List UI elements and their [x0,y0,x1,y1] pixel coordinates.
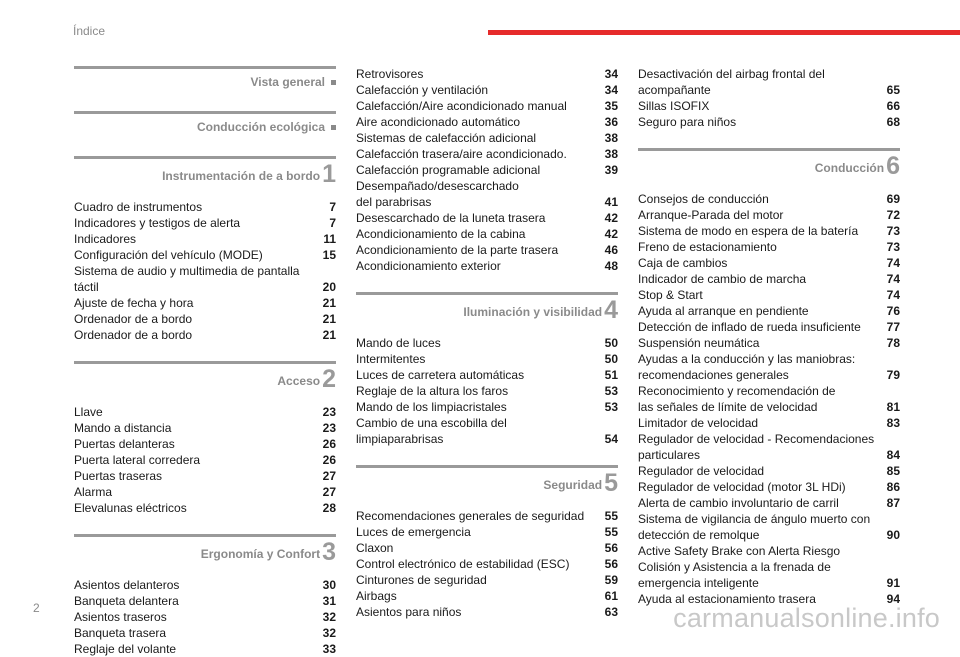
section-title-text: Instrumentación de a bordo [162,169,321,183]
toc-entry[interactable] [638,495,900,511]
toc-entry[interactable] [74,420,336,436]
toc-entry-page: 61 [604,589,618,603]
toc-entry-label: Ajuste de fecha y hora [74,296,194,310]
section-title[interactable] [543,471,618,496]
toc-entry-page: 30 [322,578,336,592]
toc-entry[interactable] [356,524,618,540]
toc-entry-label: Freno de estacionamiento [638,240,777,254]
toc-entry-label: Stop & Start [638,288,703,302]
toc-column-1 [74,66,336,657]
toc-entry-page: 38 [604,131,618,145]
toc-entry-page: 66 [886,99,900,113]
toc-entry[interactable] [74,263,336,295]
toc-entry-label: Regulador de velocidad [638,464,765,478]
toc-entry-page: 23 [322,405,336,419]
toc-entry[interactable] [638,431,900,463]
toc-entry-page: 55 [604,525,618,539]
toc-entry[interactable] [356,242,618,258]
toc-section [74,361,336,516]
toc-entry-label: Puerta lateral corredera [74,453,201,467]
toc-entry-label: Consejos de conducción [638,192,769,206]
toc-entry-page: 39 [604,163,618,177]
toc-entry-page: 59 [604,573,618,587]
section-title[interactable] [277,367,336,392]
toc-entry-label: Sistema de modo en espera de la batería [638,224,859,238]
toc-entry-page: 76 [886,304,900,318]
toc-entry[interactable] [638,207,900,223]
toc-entry[interactable] [74,295,336,311]
toc-entry-page: 20 [322,280,336,294]
toc-entry-label: Recomendaciones generales de seguridad [356,509,585,523]
toc-entry-label: Intermitentes [356,352,426,366]
section-header [74,361,336,404]
toc-entry[interactable] [356,351,618,367]
toc-entry-page: 42 [604,211,618,225]
section-title[interactable] [251,75,336,89]
toc-entry-page: 90 [886,528,900,542]
toc-entry-page: 85 [886,464,900,478]
toc-entry-label: Sistemas de calefacción adicional [356,131,537,145]
section-header [74,111,336,148]
toc-entry[interactable] [638,463,900,479]
toc-section [356,292,618,447]
toc-entry[interactable] [638,335,900,351]
toc-entry-page: 69 [886,192,900,206]
toc-entry-page: 73 [886,240,900,254]
toc-entry[interactable] [74,577,336,593]
toc-entry[interactable] [356,399,618,415]
toc-entry[interactable] [638,479,900,495]
watermark: carmanualsonline.info [673,603,940,633]
toc-entry-label: Retrovisores [356,67,424,81]
section-title-text: Iluminación y visibilidad [463,305,603,319]
toc-entry[interactable] [638,255,900,271]
toc-entry[interactable] [638,351,900,383]
toc-entry[interactable] [74,641,336,657]
toc-entry-page: 53 [604,400,618,414]
toc-entry[interactable] [74,436,336,452]
toc-entry-page: 74 [886,256,900,270]
toc-entry-label: Reglaje del volante [74,642,177,656]
section-title[interactable] [162,162,336,187]
toc-entry-label: Calefacción programable adicional [356,163,541,177]
toc-entry[interactable] [638,223,900,239]
toc-section [74,66,336,103]
toc-entry-page: 55 [604,509,618,523]
toc-entry-label: Sillas ISOFIX [638,99,710,113]
toc-entry-label: Cambio de una escobilla del limpiaparabrisas [356,416,507,446]
toc-entry[interactable] [356,146,618,162]
toc-entry-page: 94 [886,592,900,606]
toc-entry-label: Desactivación del airbag frontal del acompañante [638,67,825,97]
toc-entry[interactable] [74,484,336,500]
toc-entry-page: 21 [322,328,336,342]
toc-entry[interactable] [356,226,618,242]
toc-entry[interactable] [638,98,900,114]
toc-entry-page: 23 [322,421,336,435]
toc-entry[interactable] [74,247,336,263]
toc-entry-label: Llave [74,405,103,419]
toc-section [356,465,618,620]
toc-entry[interactable] [356,604,618,620]
toc-entry[interactable] [74,327,336,343]
toc-entry[interactable] [638,191,900,207]
toc-entry[interactable] [74,468,336,484]
toc-entry-label: Indicadores y testigos de alerta [74,216,241,230]
toc-entry-label: Banqueta trasera [74,626,167,640]
toc-entry-page: 31 [322,594,336,608]
toc-entry-label: Suspensión neumática [638,336,760,350]
toc-entry-page: 27 [322,485,336,499]
toc-entry[interactable] [356,162,618,178]
toc-entry-label: Sistema de audio y multimedia de pantalla táctil [74,264,300,294]
toc-entry[interactable] [74,311,336,327]
toc-entry-page: 26 [322,437,336,451]
toc-entry[interactable] [356,367,618,383]
header-accent-bar [488,30,960,35]
section-spacer [356,447,618,465]
toc-entry-label: Regulador de velocidad (motor 3L HDi) [638,480,846,494]
toc-entry-label: Reglaje de la altura los faros [356,384,509,398]
header-title: Índice [73,24,106,38]
toc-entry-page: 77 [886,320,900,334]
toc-entry[interactable] [356,82,618,98]
section-spacer [356,274,618,292]
toc-entry-page: 46 [604,243,618,257]
section-number: 4 [604,296,618,324]
toc-entry-page: 38 [604,147,618,161]
toc-entry-label: Asientos traseros [74,610,167,624]
toc-entry-label: Arranque-Parada del motor [638,208,784,222]
toc-entry-page: 7 [329,216,336,230]
toc-entry[interactable] [638,114,900,130]
toc-entry-page: 51 [604,368,618,382]
toc-entry-page: 56 [604,557,618,571]
section-title-text: Vista general [250,75,325,89]
toc-entry-label: Sistema de vigilancia de ángulo muerto con detección de remolque [638,512,871,542]
toc-entry-label: Ordenador de a bordo [74,312,193,326]
toc-entry[interactable] [638,543,900,591]
toc-entry-label: Seguro para niños [638,115,737,129]
toc-entry-page: 74 [886,288,900,302]
toc-entry-label: Banqueta delantera [74,594,179,608]
toc-entry-label: Aire acondicionado automático [356,115,521,129]
toc-entry-label: Ordenador de a bordo [74,328,193,342]
toc-entry[interactable] [356,415,618,447]
toc-entry[interactable] [356,210,618,226]
toc-section [74,534,336,657]
toc-entry-page: 15 [322,248,336,262]
toc-entry-page: 91 [886,576,900,590]
toc-entry[interactable] [74,452,336,468]
toc-entry-label: Mando de luces [356,336,441,350]
toc-entry-page: 11 [323,232,336,246]
toc-entry-page: 33 [322,642,336,656]
toc-entry[interactable] [356,258,618,274]
section-title[interactable] [815,154,900,179]
toc-column-3 [638,66,900,607]
section-number: 2 [322,365,336,393]
toc-entry-label: Elevalunas eléctricos [74,501,187,515]
toc-entry-page: 53 [604,384,618,398]
section-header [356,292,618,335]
section-header [74,156,336,199]
section-title-text: Ergonomía y Confort [200,547,321,561]
toc-entry[interactable] [638,319,900,335]
section-number: 1 [322,160,336,188]
section-title[interactable] [201,540,336,565]
toc-entry-page: 41 [604,195,618,209]
toc-entry-page: 63 [604,605,618,619]
toc-entry-label: Ayudas a la conducción y las maniobras: recomendaciones generales [638,352,856,382]
section-title[interactable] [197,120,336,134]
toc-entry[interactable] [74,404,336,420]
toc-entry[interactable] [638,415,900,431]
toc-entry-page: 32 [322,626,336,640]
section-title-text: Acceso [277,374,321,388]
toc-entry-label: Claxon [356,541,394,555]
toc-entry-page: 81 [886,400,900,414]
section-spacer [74,103,336,111]
toc-entry-page: 34 [604,67,618,81]
toc-entry-page: 32 [322,610,336,624]
toc-entry-label: Reconocimiento y recomendación de las señales de límite de velocidad [638,384,836,414]
toc-entry-label: Puertas traseras [74,469,163,483]
toc-entry-page: 21 [322,296,336,310]
toc-entry-page: 7 [329,200,336,214]
toc-entry[interactable] [356,114,618,130]
toc-entry-label: Configuración del vehículo (MODE) [74,248,263,262]
toc-entry-page: 54 [604,432,618,446]
toc-entry-label: Mando de los limpiacristales [356,400,507,414]
toc-entry-label: Calefacción/Aire acondicionado manual [356,99,567,113]
toc-entry[interactable] [356,178,618,210]
toc-entry-page: 48 [604,259,618,273]
toc-entry[interactable] [356,508,618,524]
toc-entry-label: Caja de cambios [638,256,728,270]
section-header [74,534,336,577]
toc-entry[interactable] [74,231,336,247]
page-number: 2 [33,601,40,615]
toc-entry-label: Cuadro de instrumentos [74,200,203,214]
toc-entry-label: Calefacción y ventilación [356,83,489,97]
toc-entry[interactable] [638,511,900,543]
section-header [74,66,336,103]
toc-entry-page: 68 [886,115,900,129]
toc-entry-label: Ayuda al arranque en pendiente [638,304,809,318]
toc-entry-label: Desempañado/desescarchado del parabrisas [356,179,519,209]
toc-entry-page: 74 [886,272,900,286]
toc-entry[interactable] [356,556,618,572]
toc-section [638,66,900,130]
toc-entry[interactable] [74,500,336,516]
toc-entry-label: Regulador de velocidad - Recomendaciones particulares [638,432,875,462]
section-title-text: Conducción ecológica [196,120,325,134]
toc-entry-label: Luces de emergencia [356,525,471,539]
toc-entry-page: 72 [886,208,900,222]
toc-entry-page: 87 [886,496,900,510]
toc-entry-page: 21 [322,312,336,326]
toc-entry-label: Airbags [356,589,397,603]
toc-section [638,148,900,607]
toc-entry[interactable] [74,215,336,231]
toc-entry[interactable] [638,66,900,98]
toc-entry-label: Asientos delanteros [74,578,180,592]
toc-entry-label: Acondicionamiento exterior [356,259,501,273]
section-spacer [74,516,336,534]
toc-entry-page: 34 [604,83,618,97]
toc-entry[interactable] [356,98,618,114]
section-title[interactable] [463,298,618,323]
section-header [356,465,618,508]
toc-entry-page: 36 [604,115,618,129]
toc-entry[interactable] [638,383,900,415]
toc-section [356,66,618,274]
toc-entry-page: 26 [322,453,336,467]
toc-entry-label: Indicador de cambio de marcha [638,272,807,286]
toc-entry-label: Alerta de cambio involuntario de carril [638,496,839,510]
toc-entry-label: Asientos para niños [356,605,462,619]
toc-section [74,156,336,343]
toc-entry-page: 27 [322,469,336,483]
section-header [638,148,900,191]
toc-entry-page: 56 [604,541,618,555]
toc-entry-page: 73 [886,224,900,238]
toc-entry-page: 50 [604,336,618,350]
toc-entry-label: Limitador de velocidad [638,416,759,430]
toc-entry[interactable] [356,540,618,556]
toc-entry[interactable] [638,271,900,287]
toc-entry[interactable] [356,588,618,604]
toc-entry-label: Desescarchado de la luneta trasera [356,211,546,225]
toc-entry-label: Cinturones de seguridad [356,573,487,587]
toc-entry-label: Active Safety Brake con Alerta Riesgo Colisión y Asistencia a la frenada de emergencia inteligente [638,544,841,590]
toc-entry-label: Puertas delanteras [74,437,175,451]
toc-entry[interactable] [356,130,618,146]
toc-entry-label: Luces de carretera automáticas [356,368,525,382]
toc-entry[interactable] [74,609,336,625]
section-title-text: Seguridad [543,478,603,492]
section-title-text: Conducción [814,161,885,175]
toc-entry[interactable] [356,66,618,82]
section-number: 6 [886,152,900,180]
toc-entry[interactable] [74,593,336,609]
toc-entry-label: Acondicionamiento de la parte trasera [356,243,559,257]
toc-entry-page: 42 [604,227,618,241]
toc-entry[interactable] [356,572,618,588]
toc-entry[interactable] [356,383,618,399]
toc-entry-page: 50 [604,352,618,366]
toc-entry-label: Detección de inflado de rueda insuficiente [638,320,861,334]
toc-entry-label: Ayuda al estacionamiento trasera [638,592,816,606]
toc-entry-page: 28 [322,501,336,515]
toc-entry-page: 78 [886,336,900,350]
toc-entry-label: Calefacción trasera/aire acondicionado. [356,147,567,161]
toc-entry-page: 65 [886,83,900,97]
section-number: 5 [604,469,618,497]
square-marker-icon [331,125,336,130]
section-number: 3 [322,538,336,566]
toc-entry-page: 79 [886,368,900,382]
section-spacer [638,130,900,148]
toc-entry-page: 35 [604,99,618,113]
toc-entry[interactable] [638,239,900,255]
square-marker-icon [331,80,336,85]
toc-entry[interactable] [74,199,336,215]
toc-entry-label: Control electrónico de estabilidad (ESC) [356,557,570,571]
toc-entry-label: Mando a distancia [74,421,172,435]
toc-entry[interactable] [356,335,618,351]
toc-entry-page: 84 [886,448,900,462]
toc-entry[interactable] [638,303,900,319]
toc-entry-label: Indicadores [74,232,137,246]
toc-entry[interactable] [638,287,900,303]
toc-column-2 [356,66,618,620]
toc-entry-page: 86 [886,480,900,494]
section-spacer [74,343,336,361]
toc-entry-label: Acondicionamiento de la cabina [356,227,526,241]
toc-entry-label: Alarma [74,485,113,499]
section-spacer [74,148,336,156]
toc-entry-page: 83 [886,416,900,430]
toc-entry[interactable] [74,625,336,641]
toc-section [74,111,336,148]
